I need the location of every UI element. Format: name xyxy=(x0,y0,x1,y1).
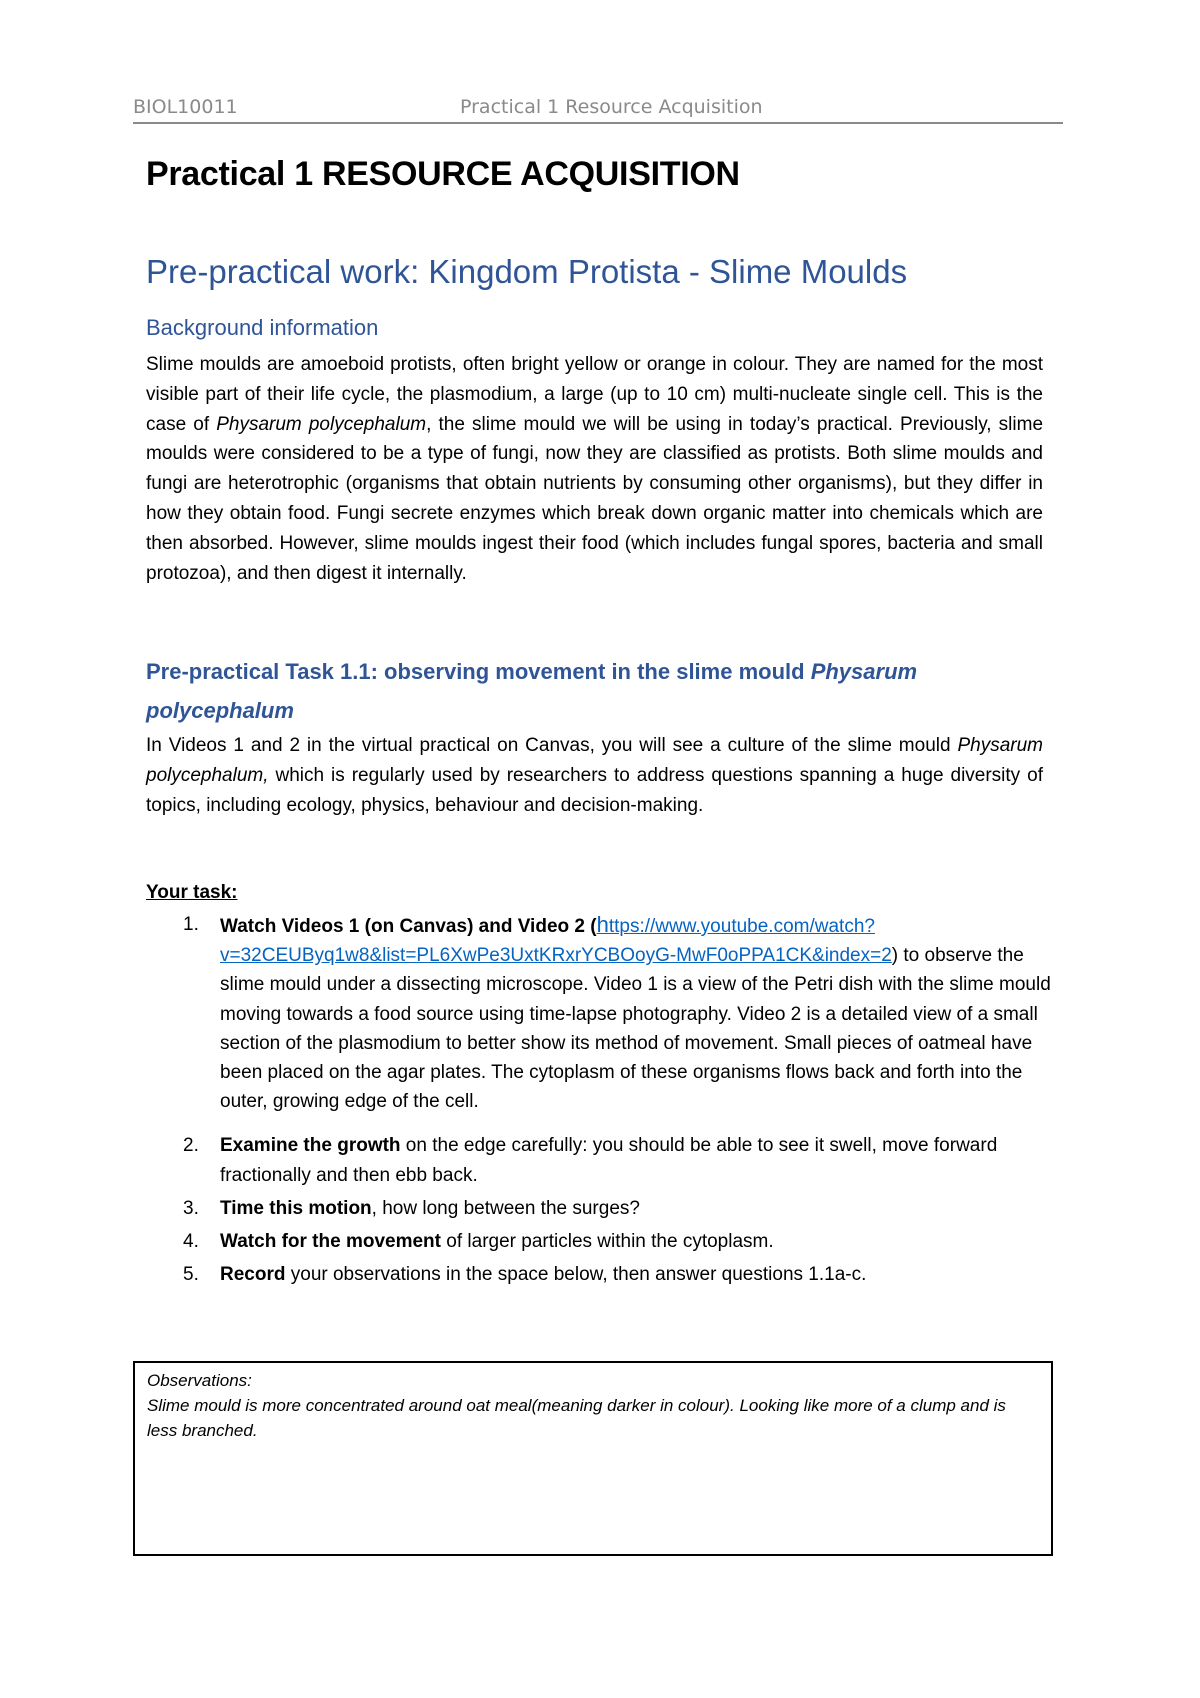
your-task-label: Your task: xyxy=(146,882,238,903)
observations-text: Slime mould is more concentrated around oat meal(meaning darker in colour). Looking like more of a clump and is less branched. xyxy=(147,1396,1006,1440)
task-steps-list xyxy=(146,910,1066,1289)
section-heading: Pre-practical work: Kingdom Protista - Slime Moulds xyxy=(146,253,908,290)
background-heading: Background information xyxy=(146,315,379,340)
list-item xyxy=(146,910,1066,1116)
step-text: on the edge carefully: you should be able to see it swell, move forward fractionally and then ebb back. xyxy=(220,1135,998,1186)
observations-box[interactable] xyxy=(133,1361,1053,1556)
task-heading-text: Pre-practical Task 1.1: observing movement in the slime mould xyxy=(146,659,811,684)
step-number: 4. xyxy=(183,1231,199,1253)
observations-label: Observations: xyxy=(147,1371,252,1390)
step-bold-text: Time this motion xyxy=(220,1197,372,1219)
step-text: your observations in the space below, then answer questions 1.1a-c. xyxy=(285,1264,867,1286)
link-url: ttps://www.youtube.com/watch?v=32CEUByq1w8&list=PL6XwPe3UxtKRxrYCBOoyG-MwF0oPPA1CK&index=2 xyxy=(220,916,892,967)
list-item xyxy=(146,1227,1066,1256)
link-prefix: h xyxy=(596,912,609,937)
task-intro-text-1: In Videos 1 and 2 in the virtual practical on Canvas, you will see a culture of the slime mould xyxy=(146,735,958,756)
step-bold-text: Record xyxy=(220,1264,286,1286)
step-number: 2. xyxy=(183,1135,199,1157)
step-number: 3. xyxy=(183,1197,199,1219)
page-header xyxy=(133,90,1063,124)
step-text: of larger particles within the cytoplasm. xyxy=(441,1231,774,1253)
step-text: ) to observe the slime mould under a dissecting microscope. Video 1 is a view of the Petri dish with the slime mould moving towards a food source using time-lapse photography. Video 2 is a detailed view of a small section of the plasmodium to better show its method of movement. Small pieces of oatmeal have been placed on the agar plates. The cytoplasm of these organisms flows back and forth into the outer, growing edge of the cell. xyxy=(220,945,1051,1113)
background-paragraph xyxy=(146,350,1043,588)
header-doc-title: Practical 1 Resource Acquisition xyxy=(460,96,763,118)
step-bold-text: Watch Videos 1 (on Canvas) and Video 2 ( xyxy=(220,916,597,937)
page-title: Practical 1 RESOURCE ACQUISITION xyxy=(146,155,740,193)
task-intro-species: Physarum polycephalum, xyxy=(146,735,1043,786)
background-text-2: , the slime mould we will be using in today’s practical. Previously, slime moulds were considered to be a type of fungi, now they are classified as protists. Both slime moulds and fungi are heterotrophic (organisms that obtain nutrients by consuming other organisms), but they differ in how they obtain food. Fungi secrete enzymes which break down organic matter into chemicals which are then absorbed. However, slime moulds ingest their food (which includes fungal spores, bacteria and small protozoa), and then digest it internally. xyxy=(146,413,1044,584)
task-intro-paragraph xyxy=(146,731,1043,820)
list-item xyxy=(146,1131,1066,1189)
step-bold-text: Examine the growth xyxy=(220,1135,401,1157)
task-intro-text-2: which is regularly used by researchers to address questions spanning a huge diversity of topics, including ecology, physics, behaviour and decision-making. xyxy=(146,764,1043,816)
background-text-1: Slime moulds are amoeboid protists, often bright yellow or orange in colour. They are named for the most visible part of their life cycle, the plasmodium, a large (up to 10 cm) multi-nucleate single cell. This is the case of xyxy=(146,354,1043,435)
list-item xyxy=(146,1194,1066,1223)
list-item xyxy=(146,1260,1066,1289)
step-bold-text: Watch for the movement xyxy=(220,1231,441,1253)
task-heading-species: Physarum polycephalum xyxy=(146,659,918,723)
step-text: , how long between the surges? xyxy=(371,1197,640,1219)
step-number: 5. xyxy=(183,1264,199,1286)
step-number: 1. xyxy=(183,914,199,935)
species-name: Physarum polycephalum xyxy=(216,413,427,435)
task-heading xyxy=(146,652,1046,730)
course-code: BIOL10011 xyxy=(133,96,238,118)
